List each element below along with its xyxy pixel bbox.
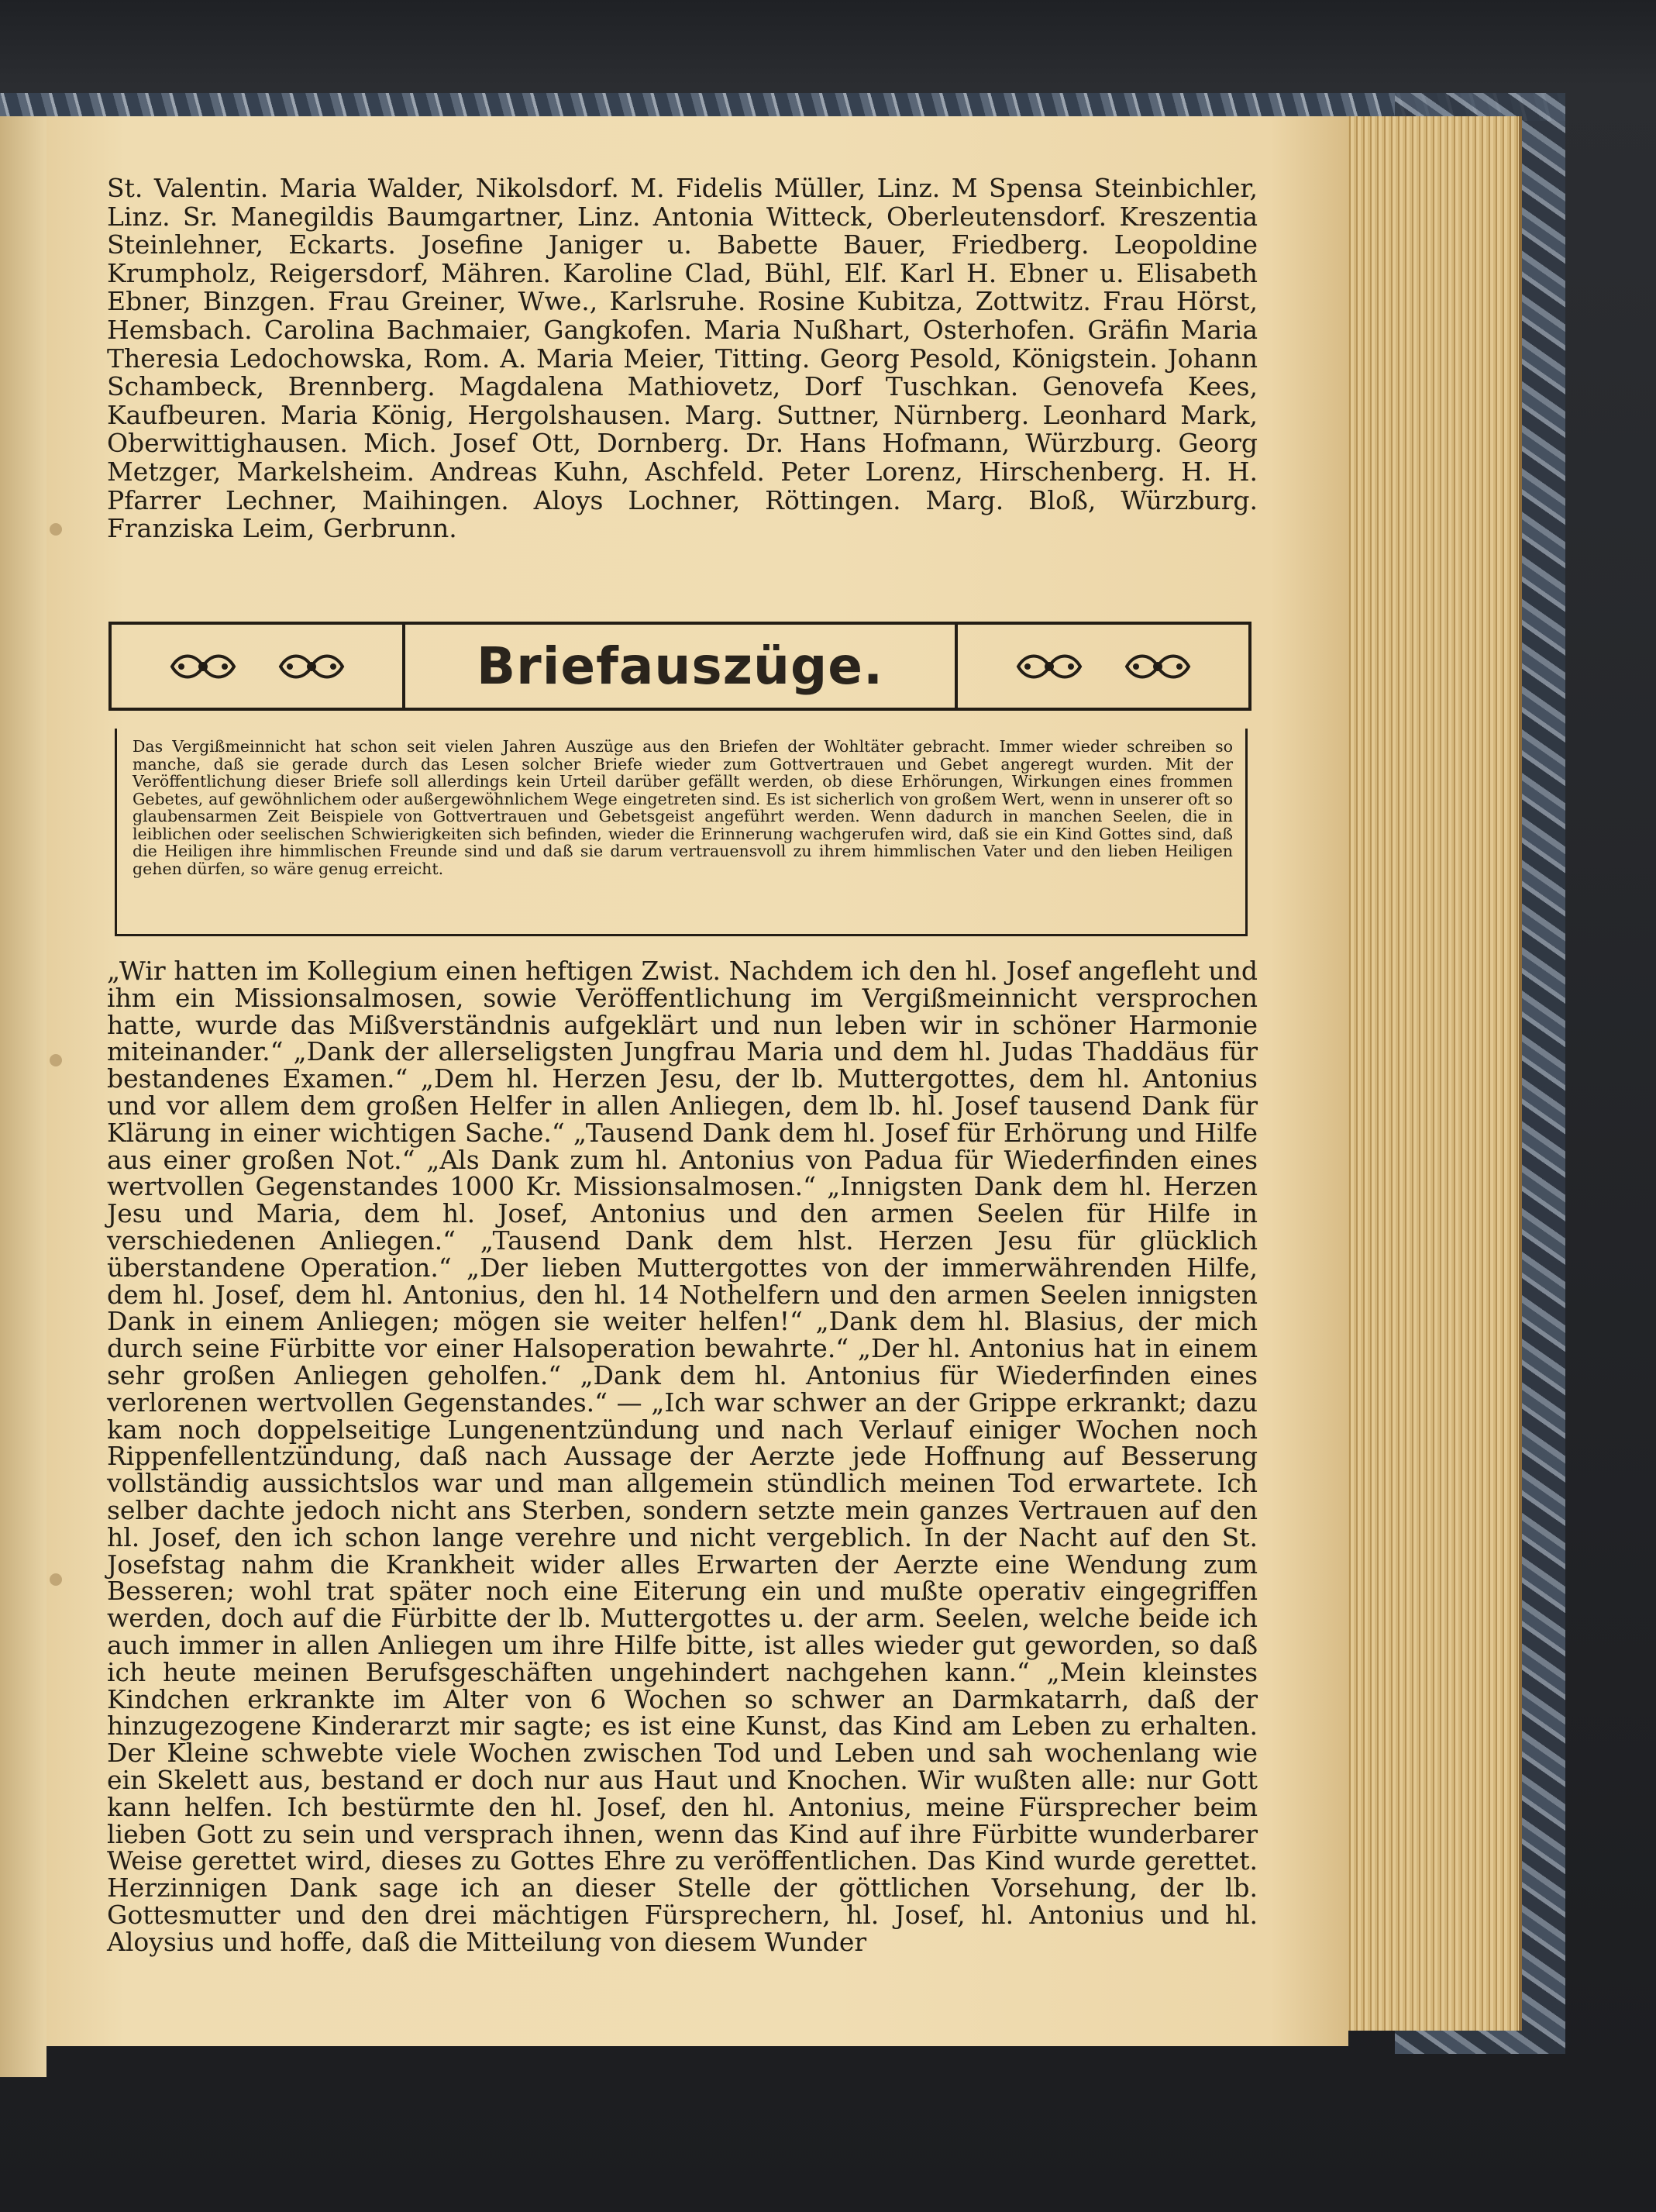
donor-names-paragraph: St. Valentin. Maria Walder, Nikolsdorf. M. Fidelis Müller, Linz. M Spensa Steinbichler, Linz. Sr. Manegildis Baumgartner, Linz. Antonia Witteck, Oberleutensdorf. Kreszentia Steinlehner, Eckarts. Josefine Janiger u. Babette Bauer, Friedberg. Leopoldine Krumpholz, Reigersdorf, Mähren. Karoline Clad, Bühl, Elf. Karl H. Ebner u. Elisabeth Ebner, Binzgen. Frau Greiner, Wwe., Karlsruhe. Rosine Kubitza, Zottwitz. Frau Hörst, Hemsbach. Carolina Bachmaier, Gangkofen. Maria Nußhart, Osterhofen. Gräfin Maria Theresia Ledochowska, Rom. A. Maria Meier, Titting. Georg Pesold, Königstein. Johann Schambeck, Brennberg. Magdalena Mathiovetz, Dorf Tuschkan. Genovefa Kees, Kaufbeuren. Maria König, Hergolshausen. Marg. Suttner, Nürnberg. Leonhard Mark, Oberwittighausen. Mich. Josef Ott, Dornberg. Dr. Hans Hofmann, Würzburg. Georg Metzger, Markelsheim. Andreas Kuhn, Aschfeld. Peter Lorenz, Hirschenberg. H. H. Pfarrer Lechner, Maihingen. Aloys Lochner, Röttingen. Marg. Bloß, Würzburg. Franziska Leim, Gerbrunn. [107,173,1258,544]
editorial-note-text: Das Vergißmeinnicht hat schon seit vielen Jahren Auszüge aus den Briefen der Wohltäter gebracht. Immer wieder schreiben so manche, daß sie gerade durch das Lesen solcher Briefe wieder zum Gottvertrauen und Gebet angeregt wurden. Mit der Veröffentlichung dieser Briefe soll allerdings kein Urteil darüber gefällt werden, ob diese Erhörungen, Wirkungen eines frommen Gebetes, auf gewöhnlichem oder außergewöhnlichem Wege eingetreten sind. Es ist sicherlich von großem Wert, wenn in unserer oft so glaubensarmen Zeit Beispiele von Gottvertrauen und Gebetsgeist angeführt werden. Wenn dadurch in manchen Seelen, die in leiblichen oder seelischen Schwierigkeiten sich befinden, wieder die Erinnerung wachgerufen wird, daß sie ein Kind Gottes sind, daß die Heiligen ihre himmlischen Freunde sind und daß sie darum vertrauensvoll zu ihrem himmlischen Vater und den lieben Heiligen gehen dürfen, so wäre genug erreicht. [133,737,1233,878]
binding-hole [50,1054,62,1066]
page-stack-edges [1333,116,1522,2031]
floral-vignette-icon [164,649,242,684]
floral-vignette-icon [1119,649,1196,684]
header-ornament-left [112,625,402,708]
section-header-box [108,622,1251,711]
header-ornament-right [958,625,1248,708]
floral-vignette-icon [1010,649,1088,684]
section-heading: Briefauszüge. [476,636,884,696]
binding-hole [50,523,62,536]
floral-vignette-icon [273,649,350,684]
binding-hole [50,1573,62,1586]
header-title-cell [402,625,958,708]
facing-page-edge [0,116,46,2077]
editorial-note-box [115,729,1248,936]
letter-excerpts-paragraph: „Wir hatten im Kollegium einen heftigen Zwist. Nachdem ich den hl. Josef angefleht und ihm ein Missionsalmosen, sowie Veröffentlichung im Vergißmeinnicht versprochen hatte, wurde das Mißverständnis aufgeklärt und nun leben wir in schöner Harmonie miteinander.“ „Dank der allerseligsten Jungfrau Maria und dem hl. Judas Thaddäus für bestandenes Examen.“ „Dem hl. Herzen Jesu, der lb. Muttergottes, dem hl. Antonius und vor allem dem großen Helfer in allen Anliegen, dem lb. hl. Josef tausend Dank für Klärung in einer wichtigen Sache.“ „Tausend Dank dem hl. Josef für Erhörung und Hilfe aus einer großen Not.“ „Als Dank zum hl. Antonius von Padua für Wiederfinden eines wertvollen Gegenstandes 1000 Kr. Missionsalmosen.“ „Innigsten Dank dem hl. Herzen Jesu und Maria, dem hl. Josef, Antonius und den armen Seelen für Hilfe in verschiedenen Anliegen.“ „Tausend Dank dem hlst. Herzen Jesu für glücklich überstandene Operation.“ „Der lieben Muttergottes von der immerwährenden Hilfe, dem hl. Josef, dem hl. Antonius, den hl. 14 Nothelfern und den armen Seelen innigsten Dank in einem Anliegen; mögen sie weiter helfen!“ „Dank dem hl. Blasius, der mich durch seine Fürbitte vor einer Halsoperation bewahrte.“ „Der hl. Antonius hat in einem sehr großen Anliegen geholfen.“ „Dank dem hl. Antonius für Wiederfinden eines verlorenen wertvollen Gegenstandes.“ — „Ich war schwer an der Grippe erkrankt; dazu kam noch doppelseitige Lungenentzündung und nach Verlauf einiger Wochen noch Rippenfellentzündung, daß nach Aussage der Aerzte jede Hoffnung auf Besserung vollständig aussichtslos war und man allgemein stündlich meinen Tod erwartete. Ich selber dachte jedoch nicht ans Sterben, sondern setzte mein ganzes Vertrauen auf den hl. Josef, den ich schon lange verehre und nicht vergeblich. In der Nacht auf den St. Josefstag nahm die Krankheit wider alles Erwarten der Aerzte eine Wendung zum Besseren; wohl trat später noch eine Eiterung ein und mußte operativ eingegriffen werden, doch auf die Fürbitte der lb. Muttergottes u. der arm. Seelen, welche beide ich auch immer in allen Anliegen um ihre Hilfe bitte, ist alles wieder gut geworden, so daß ich heute meinen Berufsgeschäften ungehindert nachgehen kann.“ „Mein kleinstes Kindchen erkrankte im Alter von 6 Wochen so schwer an Darmkatarrh, daß der hinzugezogene Kinderarzt mir sagte; es ist eine Kunst, das Kind am Leben zu erhalten. Der Kleine schwebte viele Wochen zwischen Tod und Leben und sah wochenlang wie ein Skelett aus, bestand er doch nur aus Haut und Knochen. Wir wußten alle: nur Gott kann helfen. Ich bestürmte den hl. Josef, den hl. Antonius, meine Fürsprecher beim lieben Gott zu sein und versprach ihnen, wenn das Kind auf ihre Fürbitte wunderbarer Weise gerettet wird, dieses zu Gottes Ehre zu veröffentlichen. Das Kind wurde gerettet. Herzinnigen Dank sage ich an dieser Stelle der göttlichen Vorsehung, der lb. Gottesmutter und den drei mächtigen Fürsprechern, hl. Josef, hl. Antonius und hl. Aloysius und hoffe, daß die Mitteilung von diesem Wunder [107,956,1258,1957]
